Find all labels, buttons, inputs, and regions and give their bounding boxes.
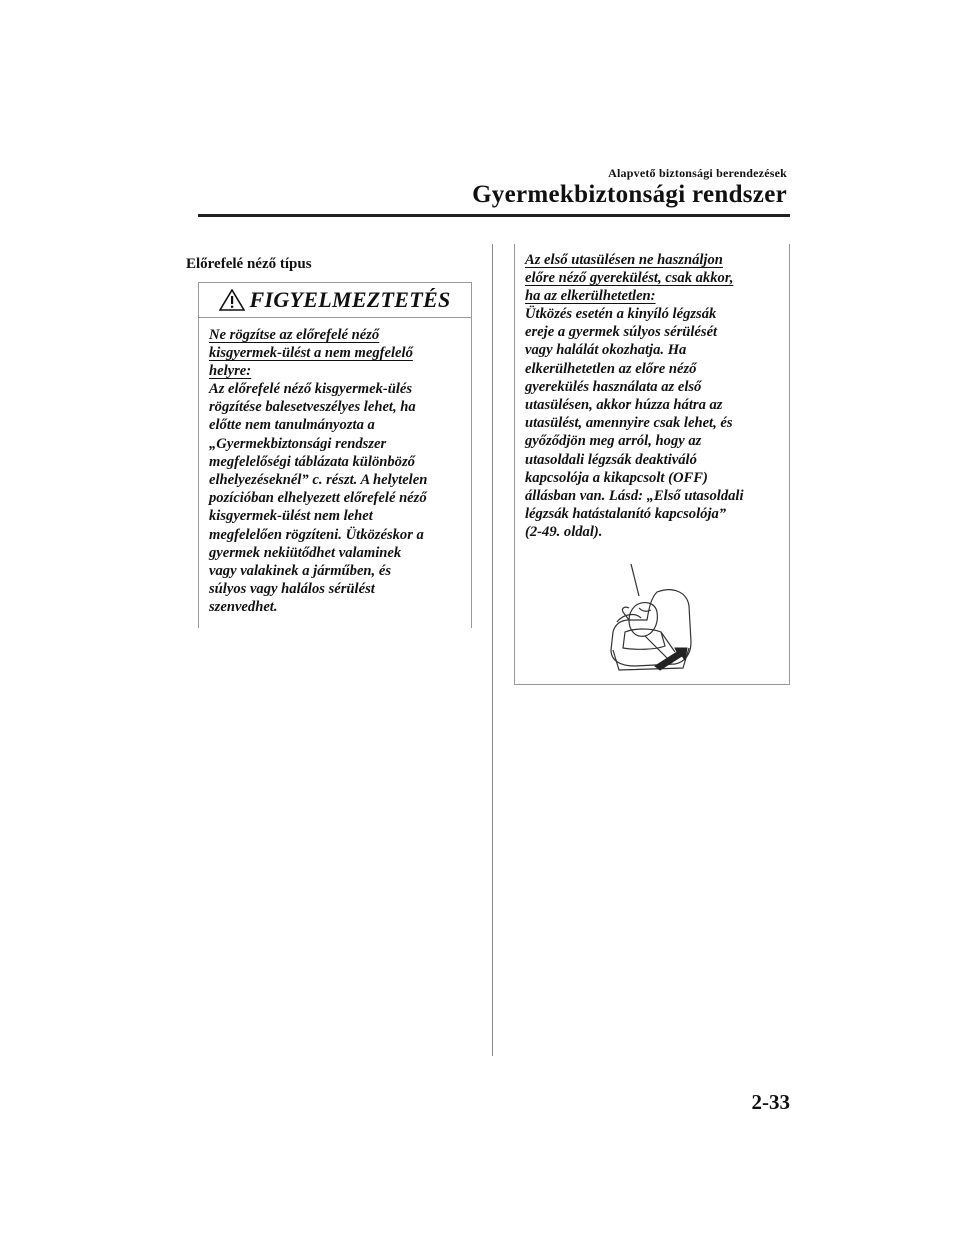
continued-emphasis-line: előre néző gyerekülést, csak akkor, <box>525 270 734 286</box>
column-divider <box>492 244 493 1056</box>
page-title: Gyermekbiztonsági rendszer <box>472 181 787 208</box>
continued-warning-box <box>514 244 790 685</box>
warning-text: Az előrefelé néző kisgyermek-ülés rögzítése balesetveszélyes lehet, ha előtte nem tanulmányozta a „Gyermekbiztonsági rendszer megfelelőségi táblázata különböző elhelyezéseknél” c. részt. A helytelen pozícióban elhelyezett előrefelé néző kisgyermek-ülést nem lehet megfelelően rögzíteni. Ütközéskor a gyermek nekiütődhet valaminek vagy valakinek a járműben, és súlyos vagy halálos sérülést szenvedhet. <box>209 381 428 616</box>
warning-emphasis-line: Ne rögzítse az előrefelé néző <box>209 327 380 343</box>
header-rule <box>198 214 790 217</box>
warning-emphasis-line: helyre: <box>209 363 252 379</box>
warning-title: FIGYELMEZTETÉS <box>249 287 451 312</box>
warning-emphasis-line: kisgyermek-ülést a nem megfelelő <box>209 345 413 361</box>
continued-emphasis-line: Az első utasülésen ne használjon <box>525 252 723 268</box>
header-section-label: Alapvető biztonsági berendezések <box>608 166 787 180</box>
child-seat-illustration <box>595 562 715 680</box>
continued-emphasis-line: ha az elkerülhetetlen: <box>525 288 656 304</box>
section-heading: Előrefelé néző típus <box>186 256 312 272</box>
warning-header <box>199 283 471 318</box>
continued-warning-body <box>515 244 789 542</box>
warning-body <box>199 318 471 617</box>
page-number: 2-33 <box>751 1090 790 1114</box>
warning-triangle-icon <box>219 289 245 311</box>
warning-box <box>198 282 472 628</box>
continued-warning-text: Ütközés esetén a kinyíló légzsák ereje a gyermek súlyos sérülését vagy halálát okozhatja. Ha elkerülhetetlen az előre néző gyerekülés használata az első utasülésen, akkor húzza hátra az utasülést, amennyire csak lehet, és győződjön meg arról, hogy az utasoldali légzsák deaktiváló kapcsolója a kikapcsolt (OFF) állásban van. Lásd: „Első utasoldali légzsák hatástalanító kapcsolója” (2-49. oldal). <box>525 306 744 541</box>
